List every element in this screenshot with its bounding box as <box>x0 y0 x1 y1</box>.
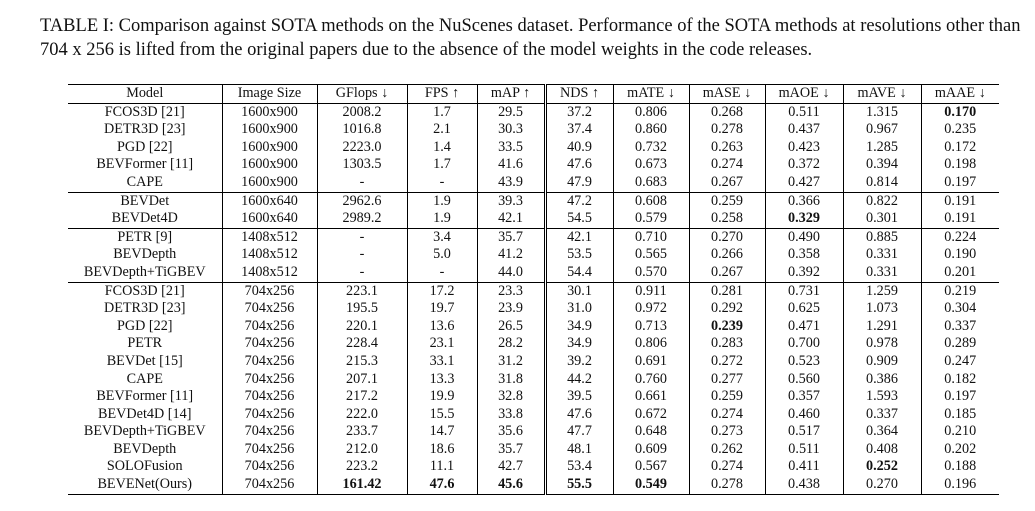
table-cell: 0.267 <box>689 174 765 192</box>
table-cell: 1600x640 <box>222 192 317 210</box>
table-cell: 0.331 <box>843 246 921 264</box>
table-cell: 11.1 <box>407 458 477 476</box>
column-header: mASE ↓ <box>689 85 765 104</box>
table-cell: 704x256 <box>222 388 317 406</box>
model-name-cell: BEVDepth+TiGBEV <box>83 263 206 280</box>
table-cell: 0.188 <box>921 458 999 476</box>
table-cell: 0.283 <box>689 335 765 353</box>
table-cell: 31.0 <box>545 300 613 318</box>
table-row <box>68 476 999 494</box>
table-cell: 1408x512 <box>222 228 317 246</box>
table-cell: 1.7 <box>407 103 477 121</box>
table-cell: 0.281 <box>689 282 765 300</box>
table-cell: 0.806 <box>613 103 689 121</box>
table-cell: - <box>317 264 407 282</box>
table-cell: 0.609 <box>613 441 689 459</box>
table-cell: 1.9 <box>407 192 477 210</box>
table-cell: 48.1 <box>545 441 613 459</box>
table-cell: 47.7 <box>545 423 613 441</box>
table-cell: 704x256 <box>222 300 317 318</box>
model-name-cell: BEVDepth+TiGBEV <box>83 423 206 440</box>
table-cell: 0.364 <box>843 423 921 441</box>
table-cell: 14.7 <box>407 423 477 441</box>
table-cell: 0.301 <box>843 210 921 228</box>
column-header: mAP ↑ <box>477 85 545 104</box>
table-cell: 47.2 <box>545 192 613 210</box>
table-cell: 44.0 <box>477 264 545 282</box>
table-cell: 1600x900 <box>222 103 317 121</box>
table-cell: 40.9 <box>545 139 613 157</box>
table-cell: 0.672 <box>613 406 689 424</box>
table-row <box>68 103 999 121</box>
table-cell: 0.239 <box>689 318 765 336</box>
table-row <box>68 228 999 246</box>
table-cell: 0.731 <box>765 282 843 300</box>
column-header: Image Size <box>222 85 317 104</box>
table-cell: 0.273 <box>689 423 765 441</box>
table-cell: 41.2 <box>477 246 545 264</box>
table-cell: 0.860 <box>613 121 689 139</box>
table-cell: 5.0 <box>407 246 477 264</box>
table-cell: 0.822 <box>843 192 921 210</box>
table-cell: 0.511 <box>765 103 843 121</box>
table-row <box>68 441 999 459</box>
table-cell: 704x256 <box>222 423 317 441</box>
model-name-cell: BEVDet4D <box>111 210 178 227</box>
table-cell: 0.224 <box>921 228 999 246</box>
table-cell: 39.5 <box>545 388 613 406</box>
model-name-cell: BEVDet [15] <box>106 352 183 369</box>
table-cell: 0.560 <box>765 371 843 389</box>
column-header: Model <box>68 85 222 104</box>
table-cell: 1408x512 <box>222 246 317 264</box>
model-name-cell: BEVFormer [11] <box>96 388 194 405</box>
table-cell: 0.252 <box>843 458 921 476</box>
table-cell: 2008.2 <box>317 103 407 121</box>
table-cell: 1.315 <box>843 103 921 121</box>
table-cell: 0.197 <box>921 388 999 406</box>
table-row <box>68 406 999 424</box>
table-cell: 0.266 <box>689 246 765 264</box>
table-cell: 29.5 <box>477 103 545 121</box>
column-header: mAVE ↓ <box>843 85 921 104</box>
table-cell: 39.3 <box>477 192 545 210</box>
table-cell: 0.268 <box>689 103 765 121</box>
column-header: mATE ↓ <box>613 85 689 104</box>
table-cell: 17.2 <box>407 282 477 300</box>
table-cell: 0.277 <box>689 371 765 389</box>
table-cell: 0.358 <box>765 246 843 264</box>
table-cell: - <box>407 264 477 282</box>
model-name-cell: CAPE <box>126 370 163 387</box>
table-cell: 0.806 <box>613 335 689 353</box>
table-cell: 195.5 <box>317 300 407 318</box>
table-row <box>68 139 999 157</box>
table-cell: 2223.0 <box>317 139 407 157</box>
table-cell: 37.2 <box>545 103 613 121</box>
table-cell: 0.191 <box>921 192 999 210</box>
table-header-row <box>68 85 999 104</box>
table-cell: 0.471 <box>765 318 843 336</box>
table-cell: 0.263 <box>689 139 765 157</box>
table-cell: 0.289 <box>921 335 999 353</box>
table-cell: 0.202 <box>921 441 999 459</box>
table-cell: - <box>407 174 477 192</box>
table-row <box>68 282 999 300</box>
model-name-cell: BEVDet <box>68 192 222 210</box>
table-cell: - <box>317 174 407 192</box>
table-cell: 30.3 <box>477 121 545 139</box>
table-cell: 2962.6 <box>317 192 407 210</box>
table-cell: 0.673 <box>613 156 689 174</box>
model-name-cell: BEVENet(Ours) <box>68 476 222 494</box>
table-cell: 0.292 <box>689 300 765 318</box>
table-cell: 0.337 <box>921 318 999 336</box>
table-cell: 704x256 <box>222 371 317 389</box>
table-cell: 0.185 <box>921 406 999 424</box>
table-cell: 1016.8 <box>317 121 407 139</box>
table-cell: 1.7 <box>407 156 477 174</box>
table-cell: 55.5 <box>545 476 613 494</box>
table-cell: 42.1 <box>477 210 545 228</box>
table-cell: 1600x900 <box>222 139 317 157</box>
table-cell: 0.978 <box>843 335 921 353</box>
table-cell: 0.191 <box>921 210 999 228</box>
table-row <box>68 246 999 264</box>
table-cell: 704x256 <box>222 441 317 459</box>
table-cell: 1600x640 <box>222 210 317 228</box>
table-cell: 1600x900 <box>222 156 317 174</box>
table-cell: 0.190 <box>921 246 999 264</box>
table-cell: 215.3 <box>317 353 407 371</box>
table-cell: 23.1 <box>407 335 477 353</box>
table-cell: 0.386 <box>843 371 921 389</box>
table-cell: 704x256 <box>222 353 317 371</box>
table-cell: 0.700 <box>765 335 843 353</box>
table-cell: 704x256 <box>222 406 317 424</box>
table-cell: - <box>317 246 407 264</box>
table-cell: 0.201 <box>921 264 999 282</box>
table-cell: 228.4 <box>317 335 407 353</box>
table-row <box>68 458 999 476</box>
table-cell: 0.710 <box>613 228 689 246</box>
table-cell: 0.235 <box>921 121 999 139</box>
table-cell: 161.42 <box>317 476 407 494</box>
table-cell: 0.274 <box>689 458 765 476</box>
table-cell: 42.7 <box>477 458 545 476</box>
table-cell: 13.6 <box>407 318 477 336</box>
table-cell: 0.411 <box>765 458 843 476</box>
table-cell: 31.2 <box>477 353 545 371</box>
table-cell: 39.2 <box>545 353 613 371</box>
model-name-cell: BEVFormer [11] <box>96 156 194 173</box>
table-cell: 0.691 <box>613 353 689 371</box>
table-cell: 0.408 <box>843 441 921 459</box>
table-cell: 0.219 <box>921 282 999 300</box>
table-cell: 18.6 <box>407 441 477 459</box>
table-row <box>68 192 999 210</box>
table-cell: 47.9 <box>545 174 613 192</box>
table-cell: 37.4 <box>545 121 613 139</box>
table-cell: 0.438 <box>765 476 843 494</box>
table-cell: 53.4 <box>545 458 613 476</box>
table-cell: 0.567 <box>613 458 689 476</box>
table-row <box>68 174 999 192</box>
table-cell: 3.4 <box>407 228 477 246</box>
table-cell: 1.259 <box>843 282 921 300</box>
model-name-cell: SOLOFusion <box>106 458 183 475</box>
table-cell: 0.885 <box>843 228 921 246</box>
table-cell: 1303.5 <box>317 156 407 174</box>
table-cell: 33.1 <box>407 353 477 371</box>
model-name-cell: FCOS3D [21] <box>104 103 185 120</box>
table-cell: 217.2 <box>317 388 407 406</box>
table-cell: 223.2 <box>317 458 407 476</box>
table-row <box>68 300 999 318</box>
table-cell: 32.8 <box>477 388 545 406</box>
table-cell: 31.8 <box>477 371 545 389</box>
table-cell: 0.274 <box>689 406 765 424</box>
table-cell: 47.6 <box>407 476 477 494</box>
table-cell: 0.517 <box>765 423 843 441</box>
table-cell: 0.579 <box>613 210 689 228</box>
column-header: mAOE ↓ <box>765 85 843 104</box>
model-name-cell: CAPE <box>126 173 163 190</box>
table-cell: 0.337 <box>843 406 921 424</box>
table-cell: 35.7 <box>477 228 545 246</box>
table-cell: 223.1 <box>317 282 407 300</box>
table-row <box>68 210 999 228</box>
column-header: NDS ↑ <box>545 85 613 104</box>
table-cell: 15.5 <box>407 406 477 424</box>
table-cell: 0.278 <box>689 121 765 139</box>
table-row <box>68 156 999 174</box>
table-row <box>68 353 999 371</box>
table-cell: 0.278 <box>689 476 765 494</box>
table-cell: 0.262 <box>689 441 765 459</box>
table-cell: 19.9 <box>407 388 477 406</box>
table-cell: 1.291 <box>843 318 921 336</box>
table-cell: 0.437 <box>765 121 843 139</box>
table-cell: 0.760 <box>613 371 689 389</box>
table-cell: 0.329 <box>765 210 843 228</box>
table-cell: 0.392 <box>765 264 843 282</box>
table-cell: 1.073 <box>843 300 921 318</box>
table-cell: 0.608 <box>613 192 689 210</box>
table-cell: 28.2 <box>477 335 545 353</box>
table-cell: 30.1 <box>545 282 613 300</box>
table-cell: - <box>317 228 407 246</box>
table-caption: TABLE I: Comparison against SOTA methods on the NuScenes dataset. Performance of the SOTA methods at resolutions other than 704 x 256 is lifted from the original papers due to the absence of the model weights in the code releases. <box>40 16 1021 60</box>
table-cell: 1.4 <box>407 139 477 157</box>
table-cell: 0.366 <box>765 192 843 210</box>
column-header: GFlops ↓ <box>317 85 407 104</box>
model-name-cell: BEVDepth <box>113 246 177 263</box>
table-cell: 47.6 <box>545 406 613 424</box>
table-cell: 0.196 <box>921 476 999 494</box>
table-cell: 34.9 <box>545 318 613 336</box>
table-cell: 34.9 <box>545 335 613 353</box>
table-cell: 233.7 <box>317 423 407 441</box>
table-row <box>68 371 999 389</box>
comparison-table <box>68 84 999 495</box>
table-cell: 35.7 <box>477 441 545 459</box>
table-cell: 2989.2 <box>317 210 407 228</box>
table-cell: 0.570 <box>613 264 689 282</box>
table-cell: 0.170 <box>921 103 999 121</box>
table-cell: 0.732 <box>613 139 689 157</box>
table-cell: 1.593 <box>843 388 921 406</box>
table-cell: 23.3 <box>477 282 545 300</box>
table-row <box>68 388 999 406</box>
table-cell: 2.1 <box>407 121 477 139</box>
table-cell: 0.182 <box>921 371 999 389</box>
table-cell: 220.1 <box>317 318 407 336</box>
model-name-cell: PETR [9] <box>68 228 222 246</box>
table-cell: 0.304 <box>921 300 999 318</box>
model-name-cell: DETR3D [23] <box>103 121 186 138</box>
table-cell: 0.511 <box>765 441 843 459</box>
table-cell: 23.9 <box>477 300 545 318</box>
table-row <box>68 121 999 139</box>
table-cell: 0.490 <box>765 228 843 246</box>
model-name-cell: PGD [22] <box>116 317 173 334</box>
table-cell: 35.6 <box>477 423 545 441</box>
table-cell: 0.270 <box>843 476 921 494</box>
table-cell: 0.210 <box>921 423 999 441</box>
table-cell: 42.1 <box>545 228 613 246</box>
table-cell: 0.197 <box>921 174 999 192</box>
table-cell: 212.0 <box>317 441 407 459</box>
table-cell: 0.523 <box>765 353 843 371</box>
comparison-table-container <box>68 84 999 495</box>
table-cell: 0.460 <box>765 406 843 424</box>
column-header: FPS ↑ <box>407 85 477 104</box>
table-cell: 0.198 <box>921 156 999 174</box>
table-cell: 1.285 <box>843 139 921 157</box>
table-cell: 704x256 <box>222 458 317 476</box>
table-cell: 41.6 <box>477 156 545 174</box>
table-cell: 0.259 <box>689 388 765 406</box>
table-cell: 704x256 <box>222 282 317 300</box>
table-cell: 54.4 <box>545 264 613 282</box>
table-cell: 1408x512 <box>222 264 317 282</box>
table-cell: 0.814 <box>843 174 921 192</box>
table-cell: 0.661 <box>613 388 689 406</box>
model-name-cell: BEVDepth <box>113 440 177 457</box>
model-name-cell: DETR3D [23] <box>103 300 186 317</box>
table-row <box>68 318 999 336</box>
table-cell: 0.967 <box>843 121 921 139</box>
table-body <box>68 103 999 494</box>
column-header: mAAE ↓ <box>921 85 999 104</box>
table-cell: 222.0 <box>317 406 407 424</box>
table-cell: 13.3 <box>407 371 477 389</box>
table-cell: 704x256 <box>222 335 317 353</box>
table-cell: 0.394 <box>843 156 921 174</box>
table-cell: 0.648 <box>613 423 689 441</box>
model-name-cell: FCOS3D [21] <box>68 282 222 300</box>
table-cell: 54.5 <box>545 210 613 228</box>
table-cell: 0.331 <box>843 264 921 282</box>
table-cell: 0.258 <box>689 210 765 228</box>
table-cell: 0.357 <box>765 388 843 406</box>
table-cell: 0.972 <box>613 300 689 318</box>
table-cell: 1600x900 <box>222 174 317 192</box>
table-cell: 33.5 <box>477 139 545 157</box>
table-cell: 47.6 <box>545 156 613 174</box>
table-cell: 43.9 <box>477 174 545 192</box>
table-row <box>68 335 999 353</box>
table-cell: 704x256 <box>222 476 317 494</box>
table-cell: 0.274 <box>689 156 765 174</box>
table-cell: 44.2 <box>545 371 613 389</box>
table-cell: 704x256 <box>222 318 317 336</box>
model-name-cell: PETR <box>127 335 163 352</box>
table-cell: 0.372 <box>765 156 843 174</box>
table-cell: 0.423 <box>765 139 843 157</box>
table-cell: 33.8 <box>477 406 545 424</box>
table-cell: 19.7 <box>407 300 477 318</box>
table-row <box>68 423 999 441</box>
table-cell: 0.683 <box>613 174 689 192</box>
table-cell: 26.5 <box>477 318 545 336</box>
table-cell: 53.5 <box>545 246 613 264</box>
table-cell: 0.272 <box>689 353 765 371</box>
table-cell: 0.172 <box>921 139 999 157</box>
model-name-cell: PGD [22] <box>116 138 173 155</box>
table-cell: 0.270 <box>689 228 765 246</box>
table-cell: 207.1 <box>317 371 407 389</box>
model-name-cell: BEVDet4D [14] <box>98 405 192 422</box>
table-cell: 45.6 <box>477 476 545 494</box>
table-row <box>68 264 999 282</box>
table-cell: 1.9 <box>407 210 477 228</box>
table-cell: 0.259 <box>689 192 765 210</box>
table-cell: 0.247 <box>921 353 999 371</box>
table-cell: 0.911 <box>613 282 689 300</box>
table-cell: 0.909 <box>843 353 921 371</box>
table-cell: 0.713 <box>613 318 689 336</box>
table-cell: 0.565 <box>613 246 689 264</box>
table-cell: 0.625 <box>765 300 843 318</box>
table-cell: 0.427 <box>765 174 843 192</box>
table-cell: 1600x900 <box>222 121 317 139</box>
table-cell: 0.549 <box>613 476 689 494</box>
table-cell: 0.267 <box>689 264 765 282</box>
